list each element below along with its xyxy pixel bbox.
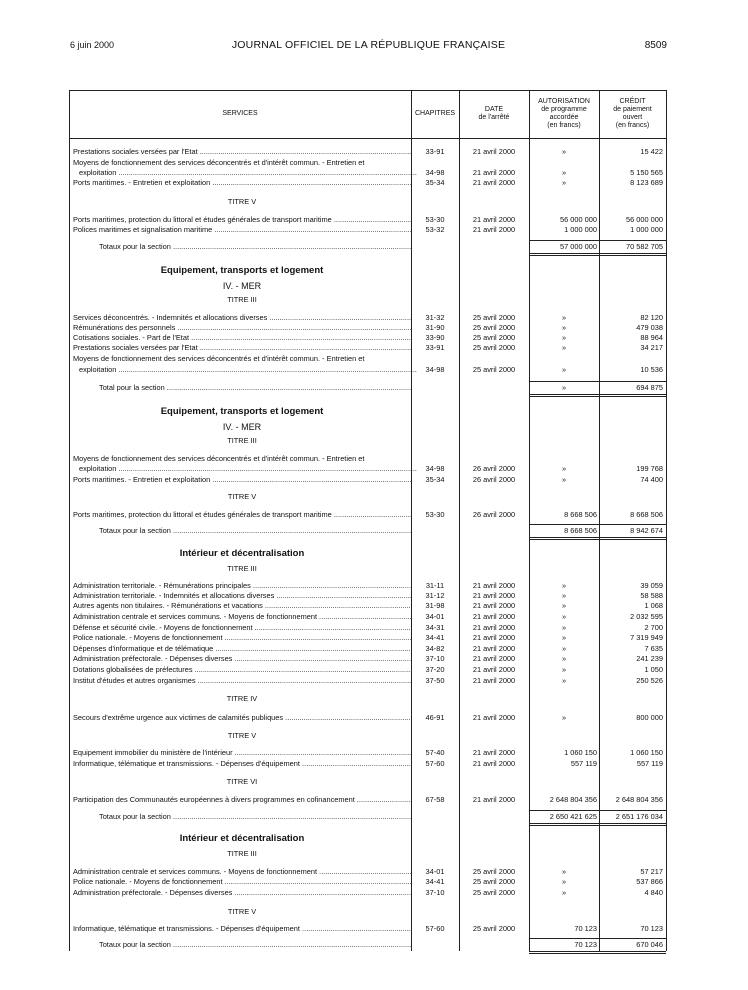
service-label: Administration territoriale. - Indemnités et allocations diverses ..... [73, 591, 411, 601]
chapter-cell: 31-98 [425, 601, 445, 610]
chapter-cell: 31-12 [425, 591, 445, 600]
credit-cell: 34 217 [640, 343, 663, 352]
date-cell: 21 avril 2000 [472, 591, 516, 600]
table-row [69, 178, 667, 188]
credit-cell: 70 123 [640, 924, 663, 933]
total-rule-top [529, 240, 599, 241]
chapter-cell: 53-30 [425, 215, 445, 224]
total-rule-bottom [529, 394, 599, 397]
total-rule-bottom [599, 823, 666, 826]
service-label: Administration préfectorale. - Dépenses diverses ..... [73, 888, 411, 898]
total-rule-top [529, 938, 599, 939]
total-rule-top [529, 381, 599, 382]
date-cell: 21 avril 2000 [472, 612, 516, 621]
credit-cell: 39 059 [640, 581, 663, 590]
credit-cell: 800 000 [636, 713, 663, 722]
chapter-cell: 53-30 [425, 510, 445, 519]
table-row [69, 759, 667, 769]
section-heading: Intérieur et décentralisation [179, 548, 305, 559]
service-label: Police nationale. - Moyens de fonctionnement ..... [73, 877, 411, 887]
table-row [69, 225, 667, 235]
autorisation-cell: » [561, 888, 567, 897]
chapter-cell: 34-41 [425, 633, 445, 642]
credit-cell: 8 123 689 [630, 178, 663, 187]
total-rule-bottom [529, 951, 599, 954]
chapter-cell: 33-91 [425, 343, 445, 352]
chapter-cell: 37-10 [425, 654, 445, 663]
autorisation-cell: 2 648 804 356 [549, 795, 597, 804]
credit-cell: 479 038 [636, 323, 663, 332]
table-row [69, 612, 667, 622]
date-cell: 26 avril 2000 [472, 464, 516, 473]
date-cell: 21 avril 2000 [472, 654, 516, 663]
chapter-cell: 31-11 [425, 581, 445, 590]
service-label: Ports maritimes. - Entretien et exploitation ..... [73, 475, 411, 485]
service-label: Autres agents non titulaires. - Rémunérations et vacations ..... [73, 601, 411, 611]
date-cell: 21 avril 2000 [472, 168, 516, 177]
credit-cell: 74 400 [640, 475, 663, 484]
autorisation-cell: » [561, 581, 567, 590]
credit-cell: 10 536 [640, 365, 663, 374]
chapter-cell: 37-10 [425, 888, 445, 897]
table-row [69, 168, 667, 178]
total-rule-bottom [599, 951, 666, 954]
credit-cell: 199 768 [636, 464, 663, 473]
service-label: Equipement immobilier du ministère de l'intérieur ..... [73, 748, 411, 758]
credit-cell: 56 000 000 [626, 215, 663, 224]
date-cell: 21 avril 2000 [472, 748, 516, 757]
service-label: Dotations globalisées de préfectures ..... [73, 665, 411, 675]
total-rule-top [599, 938, 666, 939]
service-label: Services déconcentrés. - Indemnités et allocations diverses ..... [73, 313, 411, 323]
titre-heading: TITRE V [227, 197, 257, 206]
autorisation-cell: » [561, 665, 567, 674]
section-heading: Equipement, transports et logement [160, 406, 324, 417]
credit-cell: 694 875 [636, 383, 663, 392]
header-credit-line2: de paiement [613, 106, 652, 113]
service-label: Secours d'extrême urgence aux victimes de calamités publiques ..... [73, 713, 411, 723]
table-row [69, 354, 667, 364]
autorisation-cell: 557 119 [570, 759, 597, 768]
service-label: exploitation ..... [79, 464, 417, 474]
date-cell: 21 avril 2000 [472, 147, 516, 156]
service-label: Informatique, télématique et transmissions. - Dépenses d'équipement ..... [73, 924, 411, 934]
credit-cell: 2 648 804 356 [615, 795, 663, 804]
date-cell: 25 avril 2000 [472, 365, 516, 374]
credit-cell: 58 588 [640, 591, 663, 600]
autorisation-cell: » [561, 601, 567, 610]
table-row [69, 633, 667, 643]
header-credit-line1: CRÉDIT [619, 98, 646, 105]
table-row [69, 581, 667, 591]
total-rule-bottom [599, 253, 666, 256]
date-cell: 21 avril 2000 [472, 178, 516, 187]
section-subheading: IV. - MER [222, 281, 262, 291]
service-label: Moyens de fonctionnement des services déconcentrés et d'intérêt commun. - Entretien et [73, 454, 365, 463]
total-row [69, 383, 667, 393]
total-rule-top [599, 240, 666, 241]
date-cell: 25 avril 2000 [472, 867, 516, 876]
chapter-cell: 33-91 [425, 147, 445, 156]
chapter-cell: 34-98 [425, 365, 445, 374]
date-cell: 25 avril 2000 [472, 888, 516, 897]
total-row [69, 526, 667, 536]
header-date: 6 juin 2000 [70, 40, 115, 50]
titre-heading: TITRE V [227, 731, 257, 740]
autorisation-cell: 1 000 000 [564, 225, 597, 234]
chapter-cell: 37-50 [425, 676, 445, 685]
date-cell: 21 avril 2000 [472, 215, 516, 224]
header-credit-line3: ouvert [622, 114, 643, 121]
autorisation-cell: 2 650 421 625 [549, 812, 597, 821]
service-label: Dépenses d'informatique et de télématique ..... [73, 644, 411, 654]
total-rule-bottom [529, 823, 599, 826]
autorisation-cell: » [561, 168, 567, 177]
credit-cell: 2 032 595 [630, 612, 663, 621]
service-label: Ports maritimes, protection du littoral et études générales de transport maritime ..... [73, 510, 411, 520]
total-rule-top [529, 524, 599, 525]
autorisation-cell: » [561, 178, 567, 187]
credit-cell: 1 060 150 [630, 748, 663, 757]
header-autorisation-line4: (en francs) [547, 122, 581, 129]
credit-cell: 1 000 000 [630, 225, 663, 234]
credit-cell: 1 068 [644, 601, 663, 610]
autorisation-cell: » [561, 644, 567, 653]
table-row [69, 601, 667, 611]
credit-cell: 15 422 [640, 147, 663, 156]
table-row [69, 510, 667, 520]
date-cell: 26 avril 2000 [472, 510, 516, 519]
autorisation-cell: 56 000 000 [560, 215, 597, 224]
autorisation-cell: » [561, 591, 567, 600]
total-rule-bottom [529, 253, 599, 256]
table-row [69, 313, 667, 323]
credit-cell: 537 866 [636, 877, 663, 886]
credit-cell: 2 700 [644, 623, 663, 632]
service-label: Moyens de fonctionnement des services déconcentrés et d'intérêt commun. - Entretien et [73, 354, 365, 363]
date-cell: 21 avril 2000 [472, 759, 516, 768]
credit-cell: 5 150 565 [630, 168, 663, 177]
table-row [69, 665, 667, 675]
header-cell-autorisation [529, 91, 599, 139]
autorisation-cell: » [561, 633, 567, 642]
header-cell-date [459, 91, 529, 139]
header-autorisation-line2: de programme [541, 106, 587, 113]
credit-cell: 1 050 [644, 665, 663, 674]
date-cell: 25 avril 2000 [472, 343, 516, 352]
table-row [69, 215, 667, 225]
service-label: Total pour la section ..... [99, 383, 411, 393]
section-subheading: IV. - MER [222, 422, 262, 432]
date-cell: 25 avril 2000 [472, 333, 516, 342]
header-title: JOURNAL OFFICIEL DE LA RÉPUBLIQUE FRANÇAISE [231, 39, 506, 51]
credit-cell: 57 217 [640, 867, 663, 876]
chapter-cell: 37-20 [425, 665, 445, 674]
credit-cell: 70 582 705 [626, 242, 663, 251]
credit-cell: 241 239 [636, 654, 663, 663]
autorisation-cell: » [561, 323, 567, 332]
service-label: Administration préfectorale. - Dépenses diverses ..... [73, 654, 411, 664]
date-cell: 25 avril 2000 [472, 313, 516, 322]
titre-heading: TITRE III [227, 849, 257, 858]
date-cell: 26 avril 2000 [472, 475, 516, 484]
section-heading: Equipement, transports et logement [160, 265, 324, 276]
table-row [69, 877, 667, 887]
service-label: Police nationale. - Moyens de fonctionnement ..... [73, 633, 411, 643]
chapter-cell: 34-82 [425, 644, 445, 653]
total-row [69, 242, 667, 252]
titre-heading: TITRE V [227, 492, 257, 501]
autorisation-cell: » [561, 475, 567, 484]
service-label: Administration territoriale. - Rémunérations principales ..... [73, 581, 411, 591]
chapter-cell: 57-60 [425, 759, 445, 768]
service-label: Polices maritimes et signalisation maritime ..... [73, 225, 411, 235]
autorisation-cell: » [561, 623, 567, 632]
total-rule-top [599, 810, 666, 811]
chapter-cell: 34-01 [425, 867, 445, 876]
total-rule-top [599, 524, 666, 525]
titre-heading: TITRE III [227, 436, 257, 445]
credit-cell: 82 120 [640, 313, 663, 322]
chapter-cell: 67-58 [425, 795, 445, 804]
table-row [69, 713, 667, 723]
chapter-cell: 31-32 [425, 313, 445, 322]
header-credit-line4: (en francs) [615, 122, 650, 129]
autorisation-cell: 70 123 [574, 924, 597, 933]
total-rule-top [599, 381, 666, 382]
autorisation-cell: » [561, 676, 567, 685]
service-label: Ports maritimes, protection du littoral et études générales de transport maritime ..... [73, 215, 411, 225]
autorisation-cell: 57 000 000 [560, 242, 597, 251]
table-row [69, 147, 667, 157]
autorisation-cell: » [561, 867, 567, 876]
service-label: Totaux pour la section ..... [99, 940, 411, 950]
page-header [70, 40, 667, 54]
total-rule-bottom [599, 537, 666, 540]
chapter-cell: 53-32 [425, 225, 445, 234]
autorisation-cell: » [561, 333, 567, 342]
autorisation-cell: 1 060 150 [564, 748, 597, 757]
autorisation-cell: 70 123 [574, 940, 597, 949]
service-label: Institut d'études et autres organismes ..... [73, 676, 411, 686]
service-label: Administration centrale et services communs. - Moyens de fonctionnement ..... [73, 612, 411, 622]
service-label: Défense et sécurité civile. - Moyens de fonctionnement ..... [73, 623, 411, 633]
titre-heading: TITRE IV [226, 694, 258, 703]
credit-cell: 670 046 [636, 940, 663, 949]
date-cell: 21 avril 2000 [472, 601, 516, 610]
service-label: Informatique, télématique et transmissions. - Dépenses d'équipement ..... [73, 759, 411, 769]
chapter-cell: 46-91 [425, 713, 445, 722]
autorisation-cell: » [561, 713, 567, 722]
chapter-cell: 34-98 [425, 464, 445, 473]
table-row [69, 924, 667, 934]
service-label: Ports maritimes. - Entretien et exploitation ..... [73, 178, 411, 188]
header-cell-services [69, 91, 411, 139]
chapter-cell: 35-34 [425, 178, 445, 187]
table-row [69, 748, 667, 758]
table-row [69, 158, 667, 168]
titre-heading: TITRE III [227, 295, 257, 304]
header-date-line2: de l'arrêté [478, 114, 510, 121]
autorisation-cell: 8 668 506 [564, 526, 597, 535]
table-row [69, 888, 667, 898]
credit-cell: 8 942 674 [630, 526, 663, 535]
service-label: Rémunérations des personnels ..... [73, 323, 411, 333]
date-cell: 21 avril 2000 [472, 623, 516, 632]
chapter-cell: 31-90 [425, 323, 445, 332]
credit-cell: 7 635 [644, 644, 663, 653]
chapter-cell: 57-60 [425, 924, 445, 933]
chapter-cell: 34-31 [425, 623, 445, 632]
titre-heading: TITRE V [227, 907, 257, 916]
autorisation-cell: 8 668 506 [564, 510, 597, 519]
table-row [69, 795, 667, 805]
chapter-cell: 34-41 [425, 877, 445, 886]
chapter-cell: 35-34 [425, 475, 445, 484]
total-row [69, 940, 667, 950]
section-heading: Intérieur et décentralisation [179, 833, 305, 844]
header-cell-credit [599, 91, 666, 139]
autorisation-cell: » [561, 877, 567, 886]
autorisation-cell: » [561, 464, 567, 473]
table-row [69, 867, 667, 877]
date-cell: 25 avril 2000 [472, 924, 516, 933]
table-row [69, 365, 667, 375]
table-row [69, 475, 667, 485]
autorisation-cell: » [561, 654, 567, 663]
date-cell: 21 avril 2000 [472, 633, 516, 642]
date-cell: 21 avril 2000 [472, 665, 516, 674]
table-row [69, 333, 667, 343]
header-autorisation-line1: AUTORISATION [538, 98, 590, 105]
service-label: Totaux pour la section ..... [99, 526, 411, 536]
autorisation-cell: » [561, 612, 567, 621]
date-cell: 21 avril 2000 [472, 713, 516, 722]
header-page-number: 8509 [644, 40, 667, 51]
service-label: Prestations sociales versées par l'Etat ..... [73, 147, 411, 157]
table-row [69, 591, 667, 601]
credit-cell: 250 526 [636, 676, 663, 685]
autorisation-cell: » [561, 343, 567, 352]
date-cell: 21 avril 2000 [472, 676, 516, 685]
date-cell: 21 avril 2000 [472, 644, 516, 653]
table-row [69, 343, 667, 353]
autorisation-cell: » [561, 383, 567, 392]
service-label: exploitation ..... [79, 168, 417, 178]
header-cell-chapitres [411, 91, 459, 139]
service-label: Participation des Communautés européennes à divers programmes en cofinancement ..... [73, 795, 411, 805]
titre-heading: TITRE III [227, 564, 257, 573]
header-chapitres: CHAPITRES [414, 110, 456, 117]
chapter-cell: 34-01 [425, 612, 445, 621]
date-cell: 21 avril 2000 [472, 225, 516, 234]
autorisation-cell: » [561, 365, 567, 374]
autorisation-cell: » [561, 313, 567, 322]
chapter-cell: 57-40 [425, 748, 445, 757]
titre-heading: TITRE VI [226, 777, 258, 786]
date-cell: 21 avril 2000 [472, 581, 516, 590]
service-label: Prestations sociales versées par l'Etat ..... [73, 343, 411, 353]
chapter-cell: 33-90 [425, 333, 445, 342]
chapter-cell: 34-98 [425, 168, 445, 177]
service-label: Administration centrale et services communs. - Moyens de fonctionnement ..... [73, 867, 411, 877]
total-rule-top [529, 810, 599, 811]
service-label: exploitation ..... [79, 365, 417, 375]
service-label: Totaux pour la section ..... [99, 812, 411, 822]
header-services: SERVICES [222, 110, 258, 117]
header-autorisation-line3: accordée [549, 114, 579, 121]
table-row [69, 454, 667, 464]
credit-cell: 88 964 [640, 333, 663, 342]
date-cell: 25 avril 2000 [472, 323, 516, 332]
total-row [69, 812, 667, 822]
table-row [69, 323, 667, 333]
total-rule-bottom [529, 537, 599, 540]
credits-table [69, 90, 667, 951]
credit-cell: 8 668 506 [630, 510, 663, 519]
credit-cell: 2 651 176 034 [615, 812, 663, 821]
date-cell: 25 avril 2000 [472, 877, 516, 886]
autorisation-cell: » [561, 147, 567, 156]
table-row [69, 623, 667, 633]
date-cell: 21 avril 2000 [472, 795, 516, 804]
credit-cell: 557 119 [636, 759, 663, 768]
service-label: Moyens de fonctionnement des services déconcentrés et d'intérêt commun. - Entretien et [73, 158, 365, 167]
service-label: Cotisations sociales. - Part de l'Etat ..... [73, 333, 411, 343]
table-row [69, 676, 667, 686]
total-rule-bottom [599, 394, 666, 397]
service-label: Totaux pour la section ..... [99, 242, 411, 252]
table-row [69, 644, 667, 654]
table-row [69, 654, 667, 664]
table-row [69, 464, 667, 474]
credit-cell: 4 840 [644, 888, 663, 897]
credit-cell: 7 319 949 [630, 633, 663, 642]
header-date-line1: DATE [484, 106, 504, 113]
